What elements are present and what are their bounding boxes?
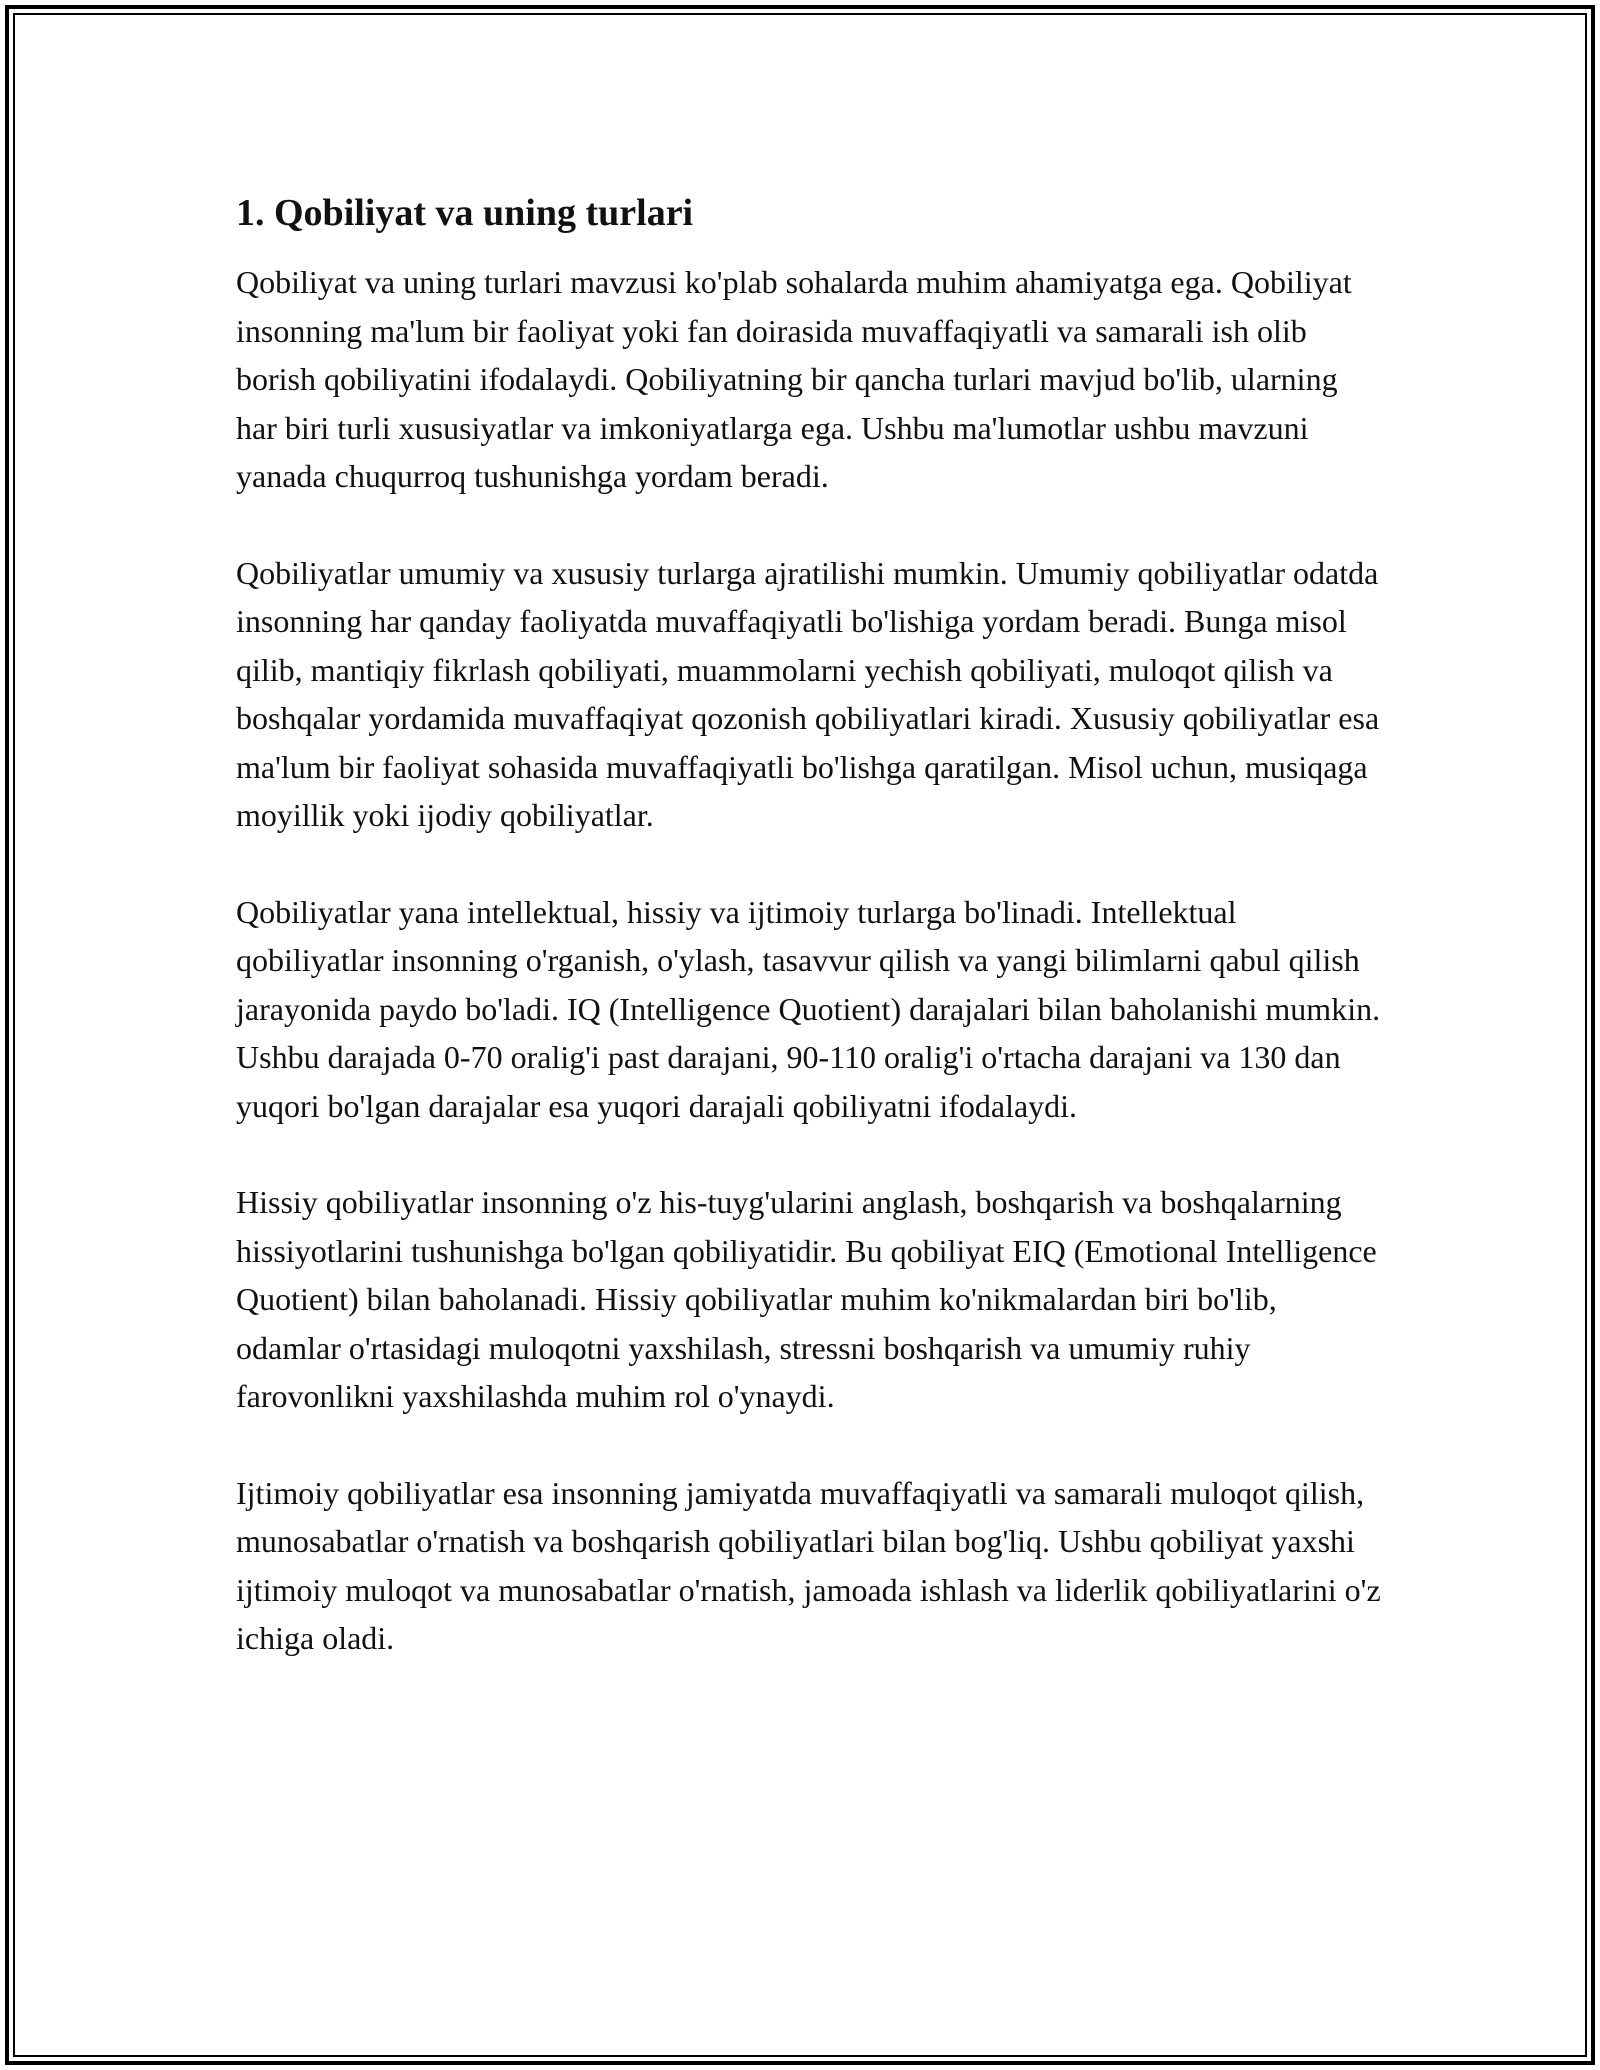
- paragraph-emotional: Hissiy qobiliyatlar insonning o'z his-tuyg'ularini anglash, boshqarish va boshqalarning hissiyotlarini tushunishga bo'lgan qobiliyatidir. Bu qobiliyat EIQ (Emotional Intelligence Quotient) bilan baholanadi. Hissiy qobiliyatlar muhim ko'nikmalardan biri bo'lib, odamlar o'rtasidagi muloqotni yaxshilash, stressni boshqarish va umumiy ruhiy farovonlikni yaxshilashda muhim rol o'ynaydi.: [236, 1184, 1377, 1414]
- paragraph-intro: Qobiliyat va uning turlari mavzusi ko'plab sohalarda muhim ahamiyatga ega. Qobiliyat insonning ma'lum bir faoliyat yoki fan doirasida muvaffaqiyatli va samarali ish olib borish qobiliyatini ifodalaydi. Qobiliyatning bir qancha turlari mavjud bo'lib, ularning har biri turli xususiyatlar va imkoniyatlarga ega. Ushbu ma'lumotlar ushbu mavzuni yanada chuqurroq tushunishga yordam beradi.: [236, 264, 1352, 494]
- paragraph-social: Ijtimoiy qobiliyatlar esa insonning jamiyatda muvaffaqiyatli va samarali muloqot qilish, munosabatlar o'rnatish va boshqarish qobiliyatlari bilan bog'liq. Ushbu qobiliyat yaxshi ijtimoiy muloqot va munosabatlar o'rnatish, jamoada ishlash va liderlik qobiliyatlarini o'z ichiga oladi.: [236, 1474, 1381, 1656]
- document-body: [236, 186, 1386, 1711]
- paragraph-general-specific: Qobiliyatlar umumiy va xususiy turlarga ajratilishi mumkin. Umumiy qobiliyatlar odatda insonning har qanday faoliyatda muvaffaqiyatli bo'lishiga yordam beradi. Bunga misol qilib, mantiqiy fikrlash qobiliyati, muammolarni yechish qobiliyati, muloqot qilish va boshqalar yordamida muvaffaqiyat qozonish qobiliyatlari kiradi. Xususiy qobiliyatlar esa ma'lum bir faoliyat sohasida muvaffaqiyatli bo'lishga qaratilgan. Misol uchun, musiqaga moyillik yoki ijodiy qobiliyatlar.: [236, 554, 1380, 833]
- paragraph-intellectual: Qobiliyatlar yana intellektual, hissiy va ijtimoiy turlarga bo'linadi. Intellektual qobiliyatlar insonning o'rganish, o'ylash, tasavvur qilish va yangi bilimlarni qabul qilish jarayonida paydo bo'ladi. IQ (Intelligence Quotient) darajalari bilan baholanishi mumkin. Ushbu darajada 0-70 oralig'i past darajani, 90-110 oralig'i o'rtacha darajani va 130 dan yuqori bo'lgan darajalar esa yuqori darajali qobiliyatni ifodalaydi.: [236, 893, 1381, 1124]
- section-heading: 1. Qobiliyat va uning turlari: [236, 192, 694, 234]
